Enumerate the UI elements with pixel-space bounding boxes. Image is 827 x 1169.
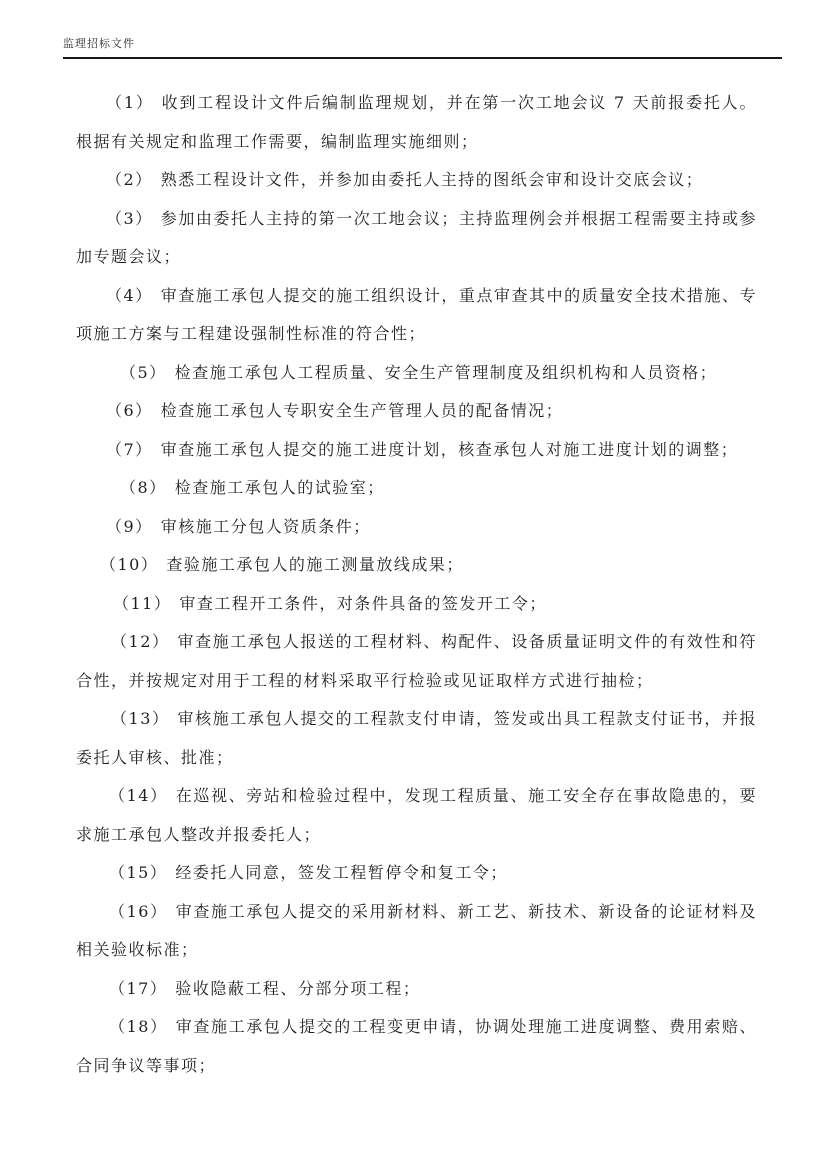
clause-list bbox=[76, 84, 757, 1085]
clause-number: （4） bbox=[106, 285, 153, 305]
clause-number: （10） bbox=[100, 555, 159, 574]
header-title: 监理招标文件 bbox=[63, 37, 135, 50]
clause-number: （3） bbox=[106, 208, 153, 228]
clause-item bbox=[76, 161, 757, 200]
clause-text: 在巡视、旁站和检验过程中，发现工程质量、施工安全存在事故隐患的，要求施工承包人整改并报委托人； bbox=[76, 786, 757, 844]
clause-text: 审查施工承包人提交的工程变更申请，协调处理施工进度调整、费用索赔、合同争议等事项； bbox=[76, 1017, 757, 1075]
clause-number: （5） bbox=[120, 362, 167, 382]
clause-item bbox=[76, 1008, 757, 1085]
clause-number: （15） bbox=[109, 863, 168, 882]
clause-item bbox=[76, 546, 757, 585]
clause-text: 查验施工承包人的施工测量放线成果； bbox=[166, 555, 464, 574]
clause-text: 收到工程设计文件后编制监理规划，并在第一次工地会议 7 天前报委托人。根据有关规定和监理工作需要，编制监理实施细则； bbox=[76, 93, 757, 151]
clause-item bbox=[76, 84, 757, 161]
clause-number: （18） bbox=[109, 1017, 168, 1036]
clause-text: 经委托人同意，签发工程暂停令和复工令； bbox=[175, 863, 508, 882]
clause-item bbox=[76, 200, 757, 277]
clause-item bbox=[76, 431, 757, 470]
clause-number: （2） bbox=[106, 170, 153, 189]
clause-text: 审核施工承包人提交的工程款支付申请，签发或出具工程款支付证书，并报委托人审核、批准； bbox=[76, 709, 757, 767]
clause-text: 审查施工承包人报送的工程材料、构配件、设备质量证明文件的有效性和符合性，并按规定对用于工程的材料采取平行检验或见证取样方式进行抽检； bbox=[76, 632, 757, 690]
clause-text: 检查施工承包人的试验室； bbox=[174, 478, 385, 497]
clause-text: 检查施工承包人专职安全生产管理人员的配备情况； bbox=[160, 401, 564, 420]
clause-item bbox=[76, 854, 757, 893]
clause-text: 审核施工分包人资质条件； bbox=[160, 516, 371, 536]
clause-item bbox=[76, 277, 757, 354]
clause-number: （9） bbox=[106, 516, 153, 536]
clause-text: 检查施工承包人工程质量、安全生产管理制度及组织机构和人员资格； bbox=[174, 362, 718, 382]
clause-number: （16） bbox=[109, 901, 168, 921]
page-header bbox=[63, 32, 782, 59]
clause-text: 审查施工承包人提交的施工进度计划，核查承包人对施工进度计划的调整； bbox=[160, 439, 739, 459]
clause-text: 熟悉工程设计文件，并参加由委托人主持的图纸会审和设计交底会议； bbox=[160, 170, 704, 189]
clause-item bbox=[76, 777, 757, 854]
clause-number: （11） bbox=[113, 593, 172, 613]
clause-item bbox=[76, 623, 757, 700]
clause-text: 审查施工承包人提交的采用新材料、新工艺、新技术、新设备的论证材料及相关验收标准； bbox=[76, 901, 757, 959]
clause-item bbox=[76, 970, 757, 1009]
clause-text: 审查工程开工条件，对条件具备的签发开工令； bbox=[179, 593, 547, 613]
clause-item bbox=[76, 700, 757, 777]
clause-item bbox=[76, 508, 757, 547]
clause-item bbox=[76, 893, 757, 970]
clause-text: 审查施工承包人提交的施工组织设计，重点审查其中的质量安全技术措施、专项施工方案与工程建设强制性标准的符合性； bbox=[76, 285, 757, 343]
clause-number: （12） bbox=[111, 632, 170, 651]
clause-text: 参加由委托人主持的第一次工地会议；主持监理例会并根据工程需要主持或参加专题会议； bbox=[76, 208, 757, 266]
clause-number: （7） bbox=[106, 439, 153, 459]
clause-number: （8） bbox=[120, 478, 167, 497]
clause-number: （1） bbox=[106, 93, 154, 112]
clause-number: （6） bbox=[106, 401, 153, 420]
clause-item bbox=[76, 585, 757, 624]
clause-number: （14） bbox=[109, 786, 168, 805]
clause-number: （17） bbox=[109, 978, 168, 998]
clause-item bbox=[76, 354, 757, 393]
clause-item bbox=[76, 392, 757, 431]
clause-item bbox=[76, 469, 757, 508]
clause-number: （13） bbox=[111, 709, 170, 728]
clause-text: 验收隐蔽工程、分部分项工程； bbox=[175, 978, 421, 998]
